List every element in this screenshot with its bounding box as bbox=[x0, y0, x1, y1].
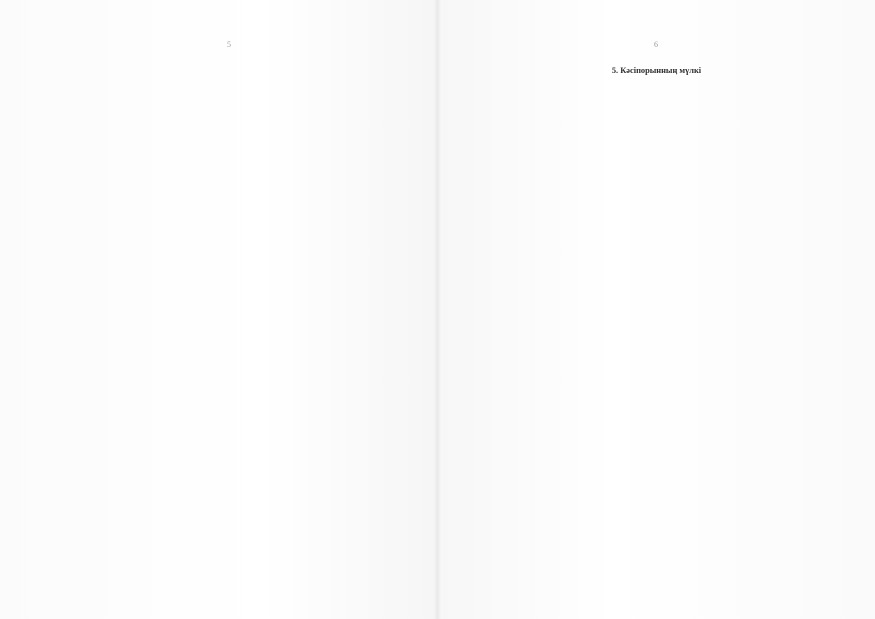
page-number: 6 bbox=[654, 40, 658, 49]
section-heading: 5. Кәсіпорынның мүлкі bbox=[611, 66, 702, 75]
page-right bbox=[438, 0, 875, 619]
page-left bbox=[0, 0, 437, 619]
page-number: 5 bbox=[227, 40, 231, 49]
